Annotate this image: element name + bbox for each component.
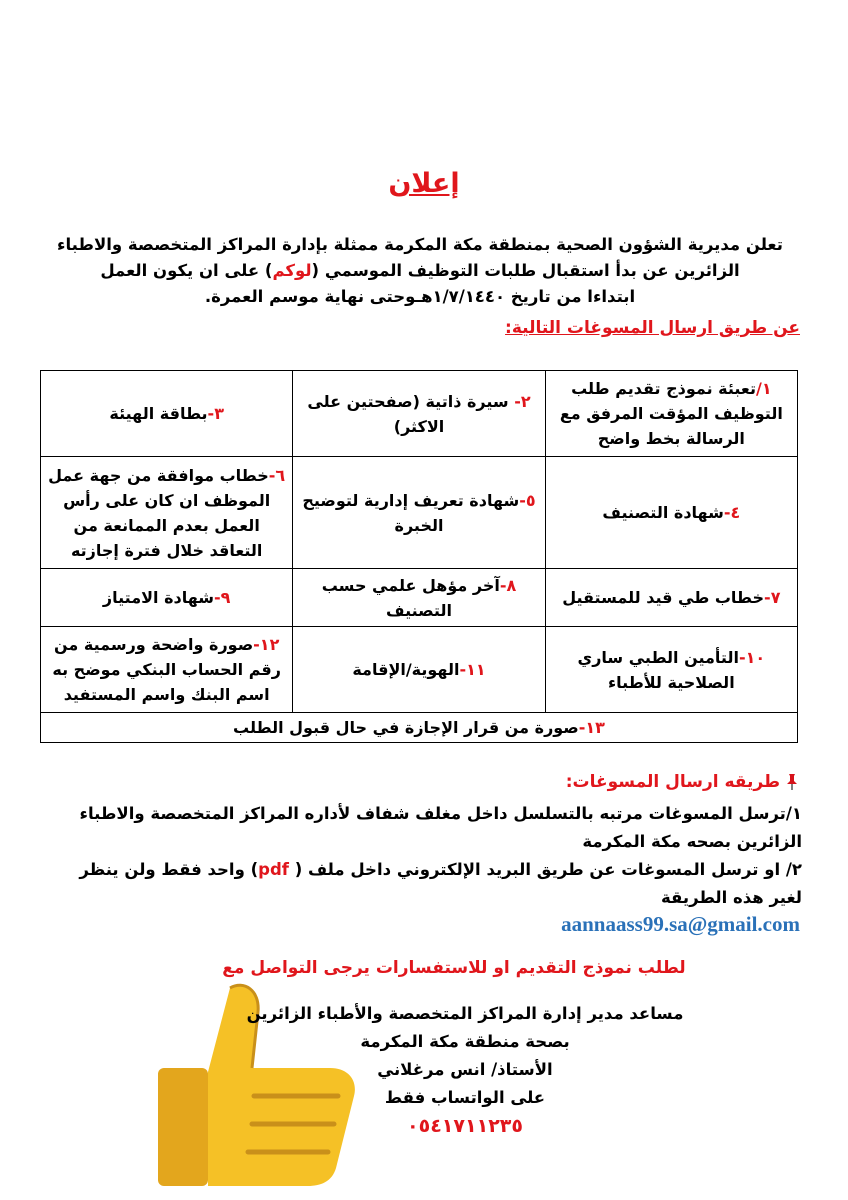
requirement-cell: ١١-الهوية/الإقامة [293, 627, 545, 713]
contact-line: الأستاذ/ انس مرغلاني [377, 1060, 553, 1079]
requirement-cell: ٤-شهادة التصنيف [545, 457, 797, 569]
requirement-cell: ٩-شهادة الامتياز [41, 569, 293, 627]
requirement-cell: ٦-خطاب موافقة من جهة عمل الموظف ان كان على رأس العمل بعدم الممانعة من التعاقد خلال فترة إجازته [41, 457, 293, 569]
email-address[interactable]: aannaass99.sa@gmail.com [561, 912, 800, 936]
requirement-cell: ١/تعبئة نموذج تقديم طلب التوظيف المؤقت المرفق مع الرسالة بخط واضح [545, 371, 797, 457]
requirement-cell: ٣-بطاقة الهيئة [41, 371, 293, 457]
intro-highlight: لوكم [272, 261, 312, 280]
requirements-table [40, 370, 798, 743]
intro-line: ابتداءا من تاريخ ١/٧/١٤٤٠هـوحتى نهاية موسم العمرة. [204, 287, 636, 306]
requirements-subheading: عن طريق ارسال المسوغات التالية: [505, 318, 800, 338]
contact-note: لطلب نموذج التقديم او للاستفسارات يرجى التواصل مع [222, 958, 686, 978]
pushpin-icon [784, 773, 800, 791]
phone-number[interactable]: ٠٥٤١٧١١٢٣٥ [407, 1115, 523, 1137]
requirement-cell: ٥-شهادة تعريف إدارية لتوضيح الخبرة [293, 457, 545, 569]
method-item: ٢/ او ترسل المسوغات عن طريق البريد الإلكتروني داخل ملف ( pdf) واحد فقط ولن ينظر لغير هذه الطريقة [79, 860, 802, 907]
requirement-cell: ٨-آخر مؤهل علمي حسب التصنيف [293, 569, 545, 627]
method-item: ١/ترسل المسوغات مرتبه بالتسلسل داخل مغلف شفاف لأداره المراكز المتخصصة والاطباء الزائرين بصحه مكة المكرمة [79, 804, 802, 851]
requirement-cell: ١٠-التأمين الطبي ساري الصلاحية للأطباء [545, 627, 797, 713]
requirement-cell: ١٣-صورة من قرار الإجازة في حال قبول الطلب [41, 713, 798, 743]
announcement-title: إعلان [388, 168, 460, 199]
method-heading: طريقه ارسال المسوغات: [566, 772, 800, 792]
contact-block [240, 1000, 690, 1140]
pdf-highlight: pdf [258, 860, 289, 879]
requirement-cell: ٧-خطاب طي قيد للمستقيل [545, 569, 797, 627]
requirement-cell: ٢- سيرة ذاتية (صفحتين على الاكثر) [293, 371, 545, 457]
contact-line: على الواتساب فقط [384, 1088, 546, 1107]
method-body [46, 800, 802, 912]
requirement-cell: ١٢-صورة واضحة ورسمية من رقم الحساب البنكي موضح به اسم البنك واسم المستفيد [41, 627, 293, 713]
contact-line: بصحة منطقة مكة المكرمة [360, 1032, 570, 1051]
contact-line: مساعد مدير إدارة المراكز المتخصصة والأطباء الزائرين [246, 1004, 684, 1023]
intro-paragraph [40, 232, 800, 310]
intro-line: الزائرين عن بدأ استقبال طلبات التوظيف الموسمي (لوكم) على ان يكون العمل [100, 261, 740, 280]
intro-line: تعلن مديرية الشؤون الصحية بمنطقة مكة المكرمة ممثلة بإدارة المراكز المتخصصة والاطباء [57, 235, 783, 254]
